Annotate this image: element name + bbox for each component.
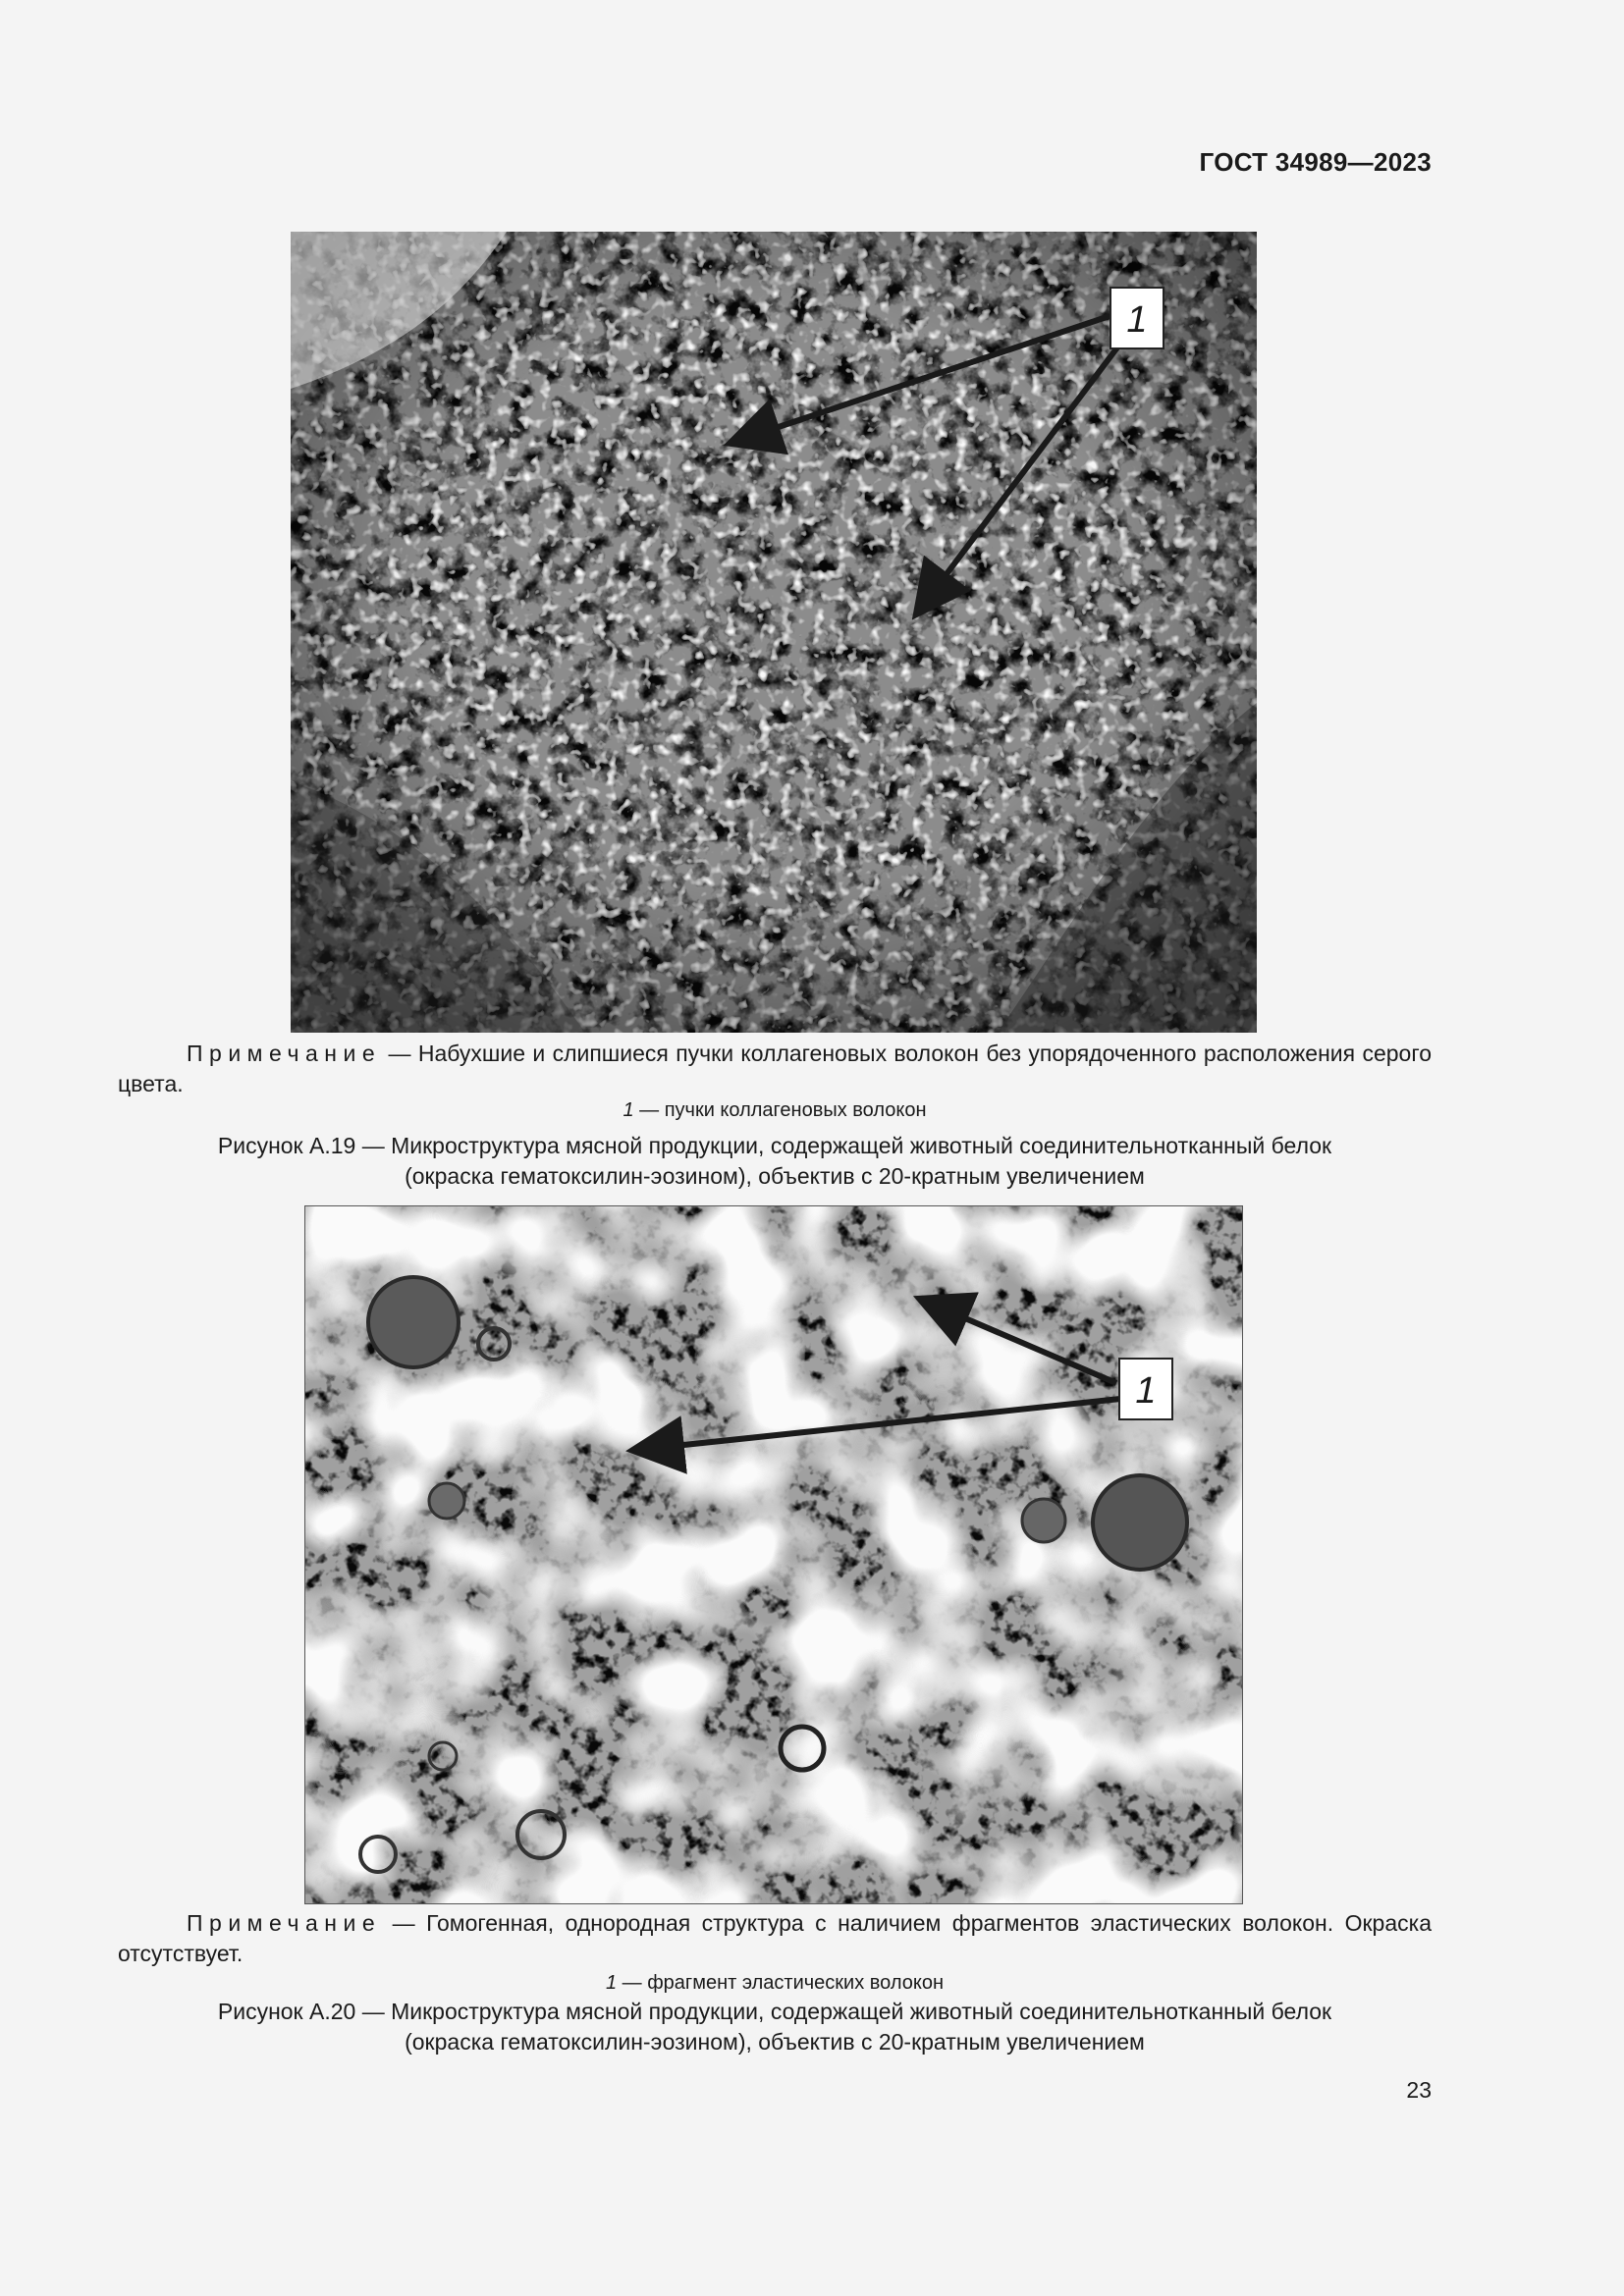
figure-a19-legend (118, 1096, 1432, 1124)
micrograph-a20-image (305, 1206, 1242, 1903)
figure-a19-note (118, 1039, 1432, 1099)
note-text: — Гомогенная, однородная структура с наличием фрагментов эластических волокон. Окраска отсутствует. (118, 1910, 1432, 1966)
figure-a20-caption (118, 1997, 1432, 2057)
figure-a20-note (118, 1908, 1432, 1969)
note-text: — Набухшие и слипшиеся пучки коллагеновых волокон без упорядоченного расположения серого цвета. (118, 1041, 1432, 1096)
caption-line-1: Рисунок А.19 — Микроструктура мясной продукции, содержащей животный соединительнотканный белок (217, 1133, 1332, 1158)
note-label: Примечание (187, 1910, 382, 1936)
caption-line-2: (окраска гематоксилин-эозином), объектив с 20-кратным увеличением (405, 2029, 1145, 2055)
micrograph-a19 (291, 232, 1257, 1033)
callout-label-1: 1 (1118, 1358, 1173, 1420)
legend-text: — фрагмент эластических волокон (617, 1972, 945, 1994)
legend-number: 1 (605, 1972, 618, 1994)
note-label: Примечание (187, 1041, 382, 1066)
legend-text: — пучки коллагеновых волокон (633, 1099, 927, 1121)
micrograph-a19-image (291, 232, 1257, 1033)
caption-line-2: (окраска гематоксилин-эозином), объектив с 20-кратным увеличением (405, 1163, 1145, 1189)
legend-number: 1 (623, 1099, 634, 1121)
document-standard-number: ГОСТ 34989—2023 (1199, 147, 1432, 177)
caption-line-1: Рисунок А.20 — Микроструктура мясной продукции, содержащей животный соединительнотканный белок (217, 1999, 1332, 2024)
micrograph-a20 (304, 1205, 1243, 1904)
figure-a19-caption (118, 1131, 1432, 1192)
figure-a20-legend (118, 1969, 1432, 1997)
page-number: 23 (1406, 2077, 1432, 2103)
callout-label-1: 1 (1110, 287, 1164, 349)
